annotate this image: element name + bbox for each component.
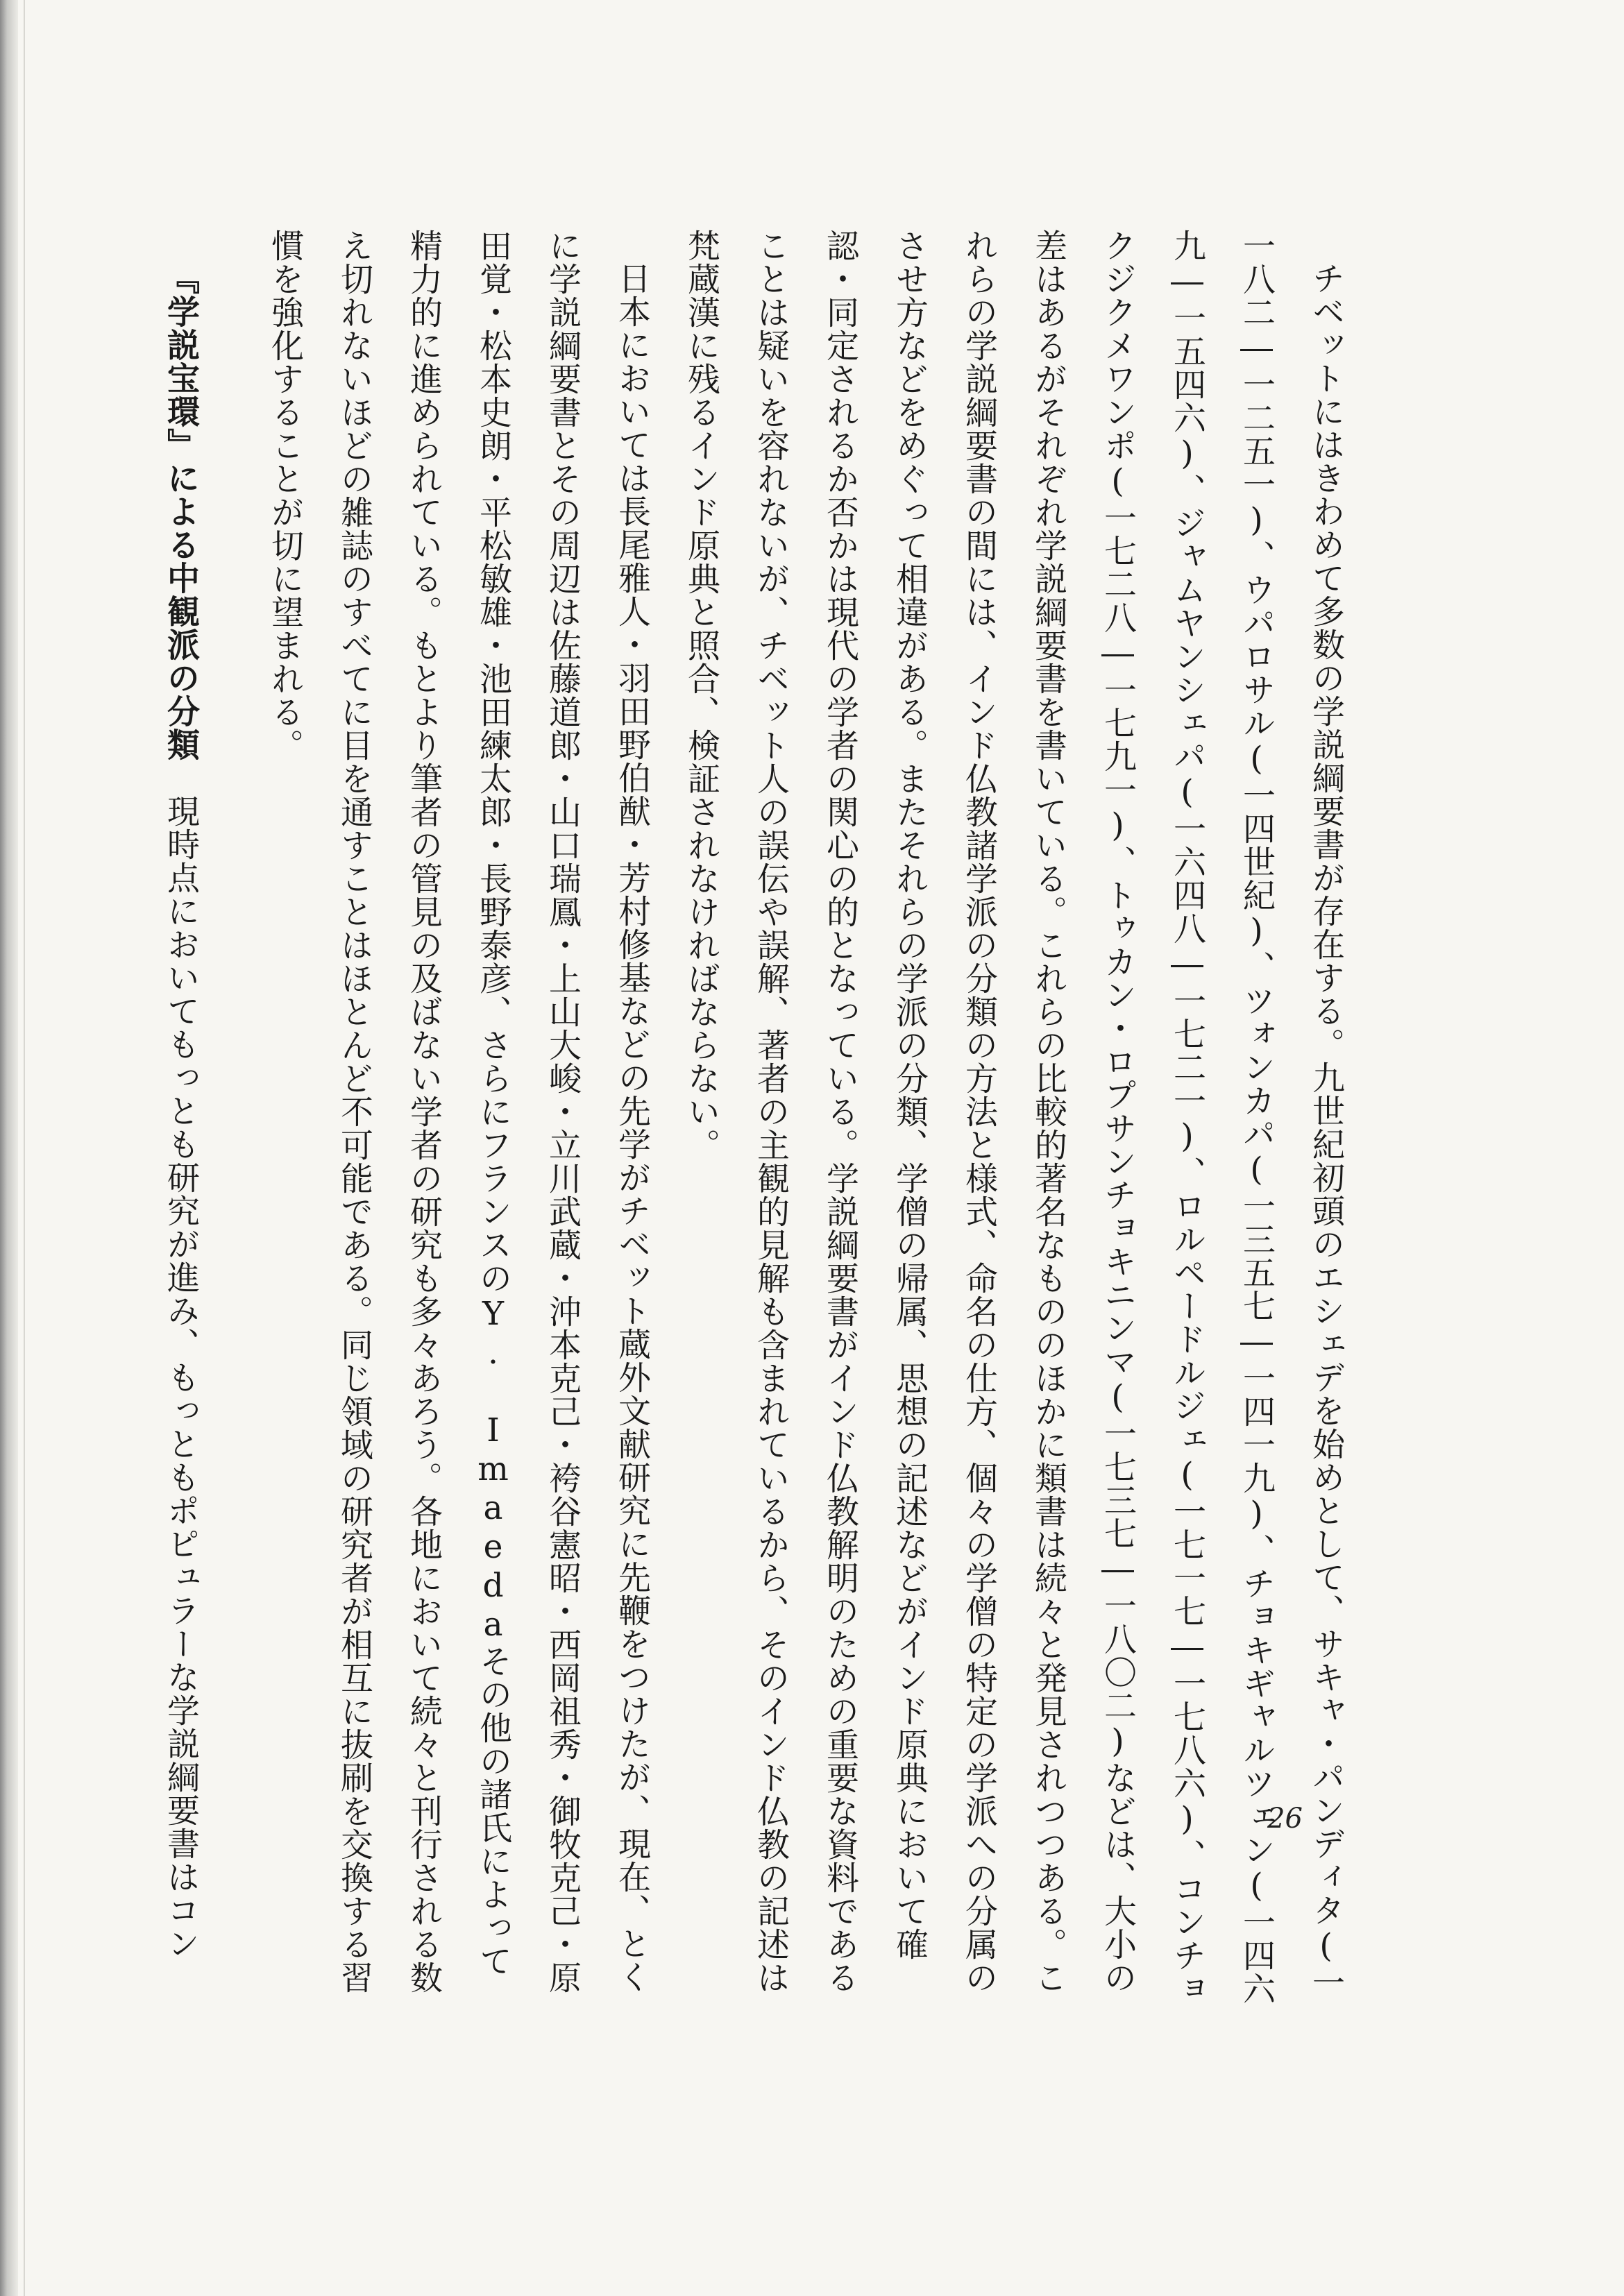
vertical-text-body bbox=[146, 229, 1360, 2005]
scan-gutter-line bbox=[24, 0, 25, 2296]
paragraph-japanese-scholarship: 日本においては長尾雅人・羽田野伯猷・芳村修基などの先学がチベット蔵外文献研究に先鞭をつけたが、現在、とくに学説綱要書とその周辺は佐藤道郎・山口瑞鳳・上山大峻・立川武蔵・沖本克己・袴谷憲昭・西岡祖秀・御牧克己・原田覚・松本史朗・平松敏雄・池田練太郎・長野泰彦、さらにフランスのY. Imaedaその他の諸氏によって精力的に進められている。もとより筆者の管見の及ばない学者の研究も多々あろう。各地において続々と刊行される数え切れないほどの雑誌のすべてに目を通すことはほとんど不可能である。同じ領域の研究者が相互に抜刷を交換する習慣を強化することが切に望まれる。 bbox=[266, 229, 651, 1994]
scan-page-edge bbox=[0, 0, 18, 2296]
section-paragraph bbox=[146, 229, 215, 2005]
page-number: 26 bbox=[1267, 1803, 1303, 1835]
paragraph-tibetan-doxographies: チベットにはきわめて多数の学説綱要書が存在する。九世紀初頭のエシェデを始めとして、サキャ・パンディタ(一一八二―一二五一)、ウパロサル(一四世紀)、ツォンカパ(一三五七―一四一九)、チョキギャルツェン(一四六九―一五四六)、ジャムヤンシェパ(一六四八―一七二一)、ロルペードルジェ(一七一七―一七八六)、コンチョクジクメワンポ(一七二八―一七九一)、トゥカン・ロプサンチョキニンマ(一七三七―一八〇二)などは、大小の差はあるがそれぞれ学説綱要書を書いている。これらの比較的著名なもののほかに類書は続々と発見されつつある。これらの学説綱要書の間には、インド仏教諸学派の分類の方法と様式、命名の仕方、個々の学僧の特定の学派への分属のさせ方などをめぐって相違がある。またそれらの学派の分類、学僧の帰属、思想の記述などがインド原典において確認・同定されるか否かは現代の学者の関心の的となっている。学説綱要書がインド仏教解明のための重要な資料であることは疑いを容れないが、チベット人の誤伝や誤解、著者の主観的見解も含まれているから、そのインド仏教の記述は梵蔵漢に残るインド原典と照合、検証されなければならない。 bbox=[682, 229, 1345, 2005]
section-body: 現時点においてもっとも研究が進み、もっともポピュラーな学説綱要書はコン bbox=[162, 794, 200, 1960]
section-heading: 『学説宝環』による中観派の分類 bbox=[162, 262, 200, 761]
